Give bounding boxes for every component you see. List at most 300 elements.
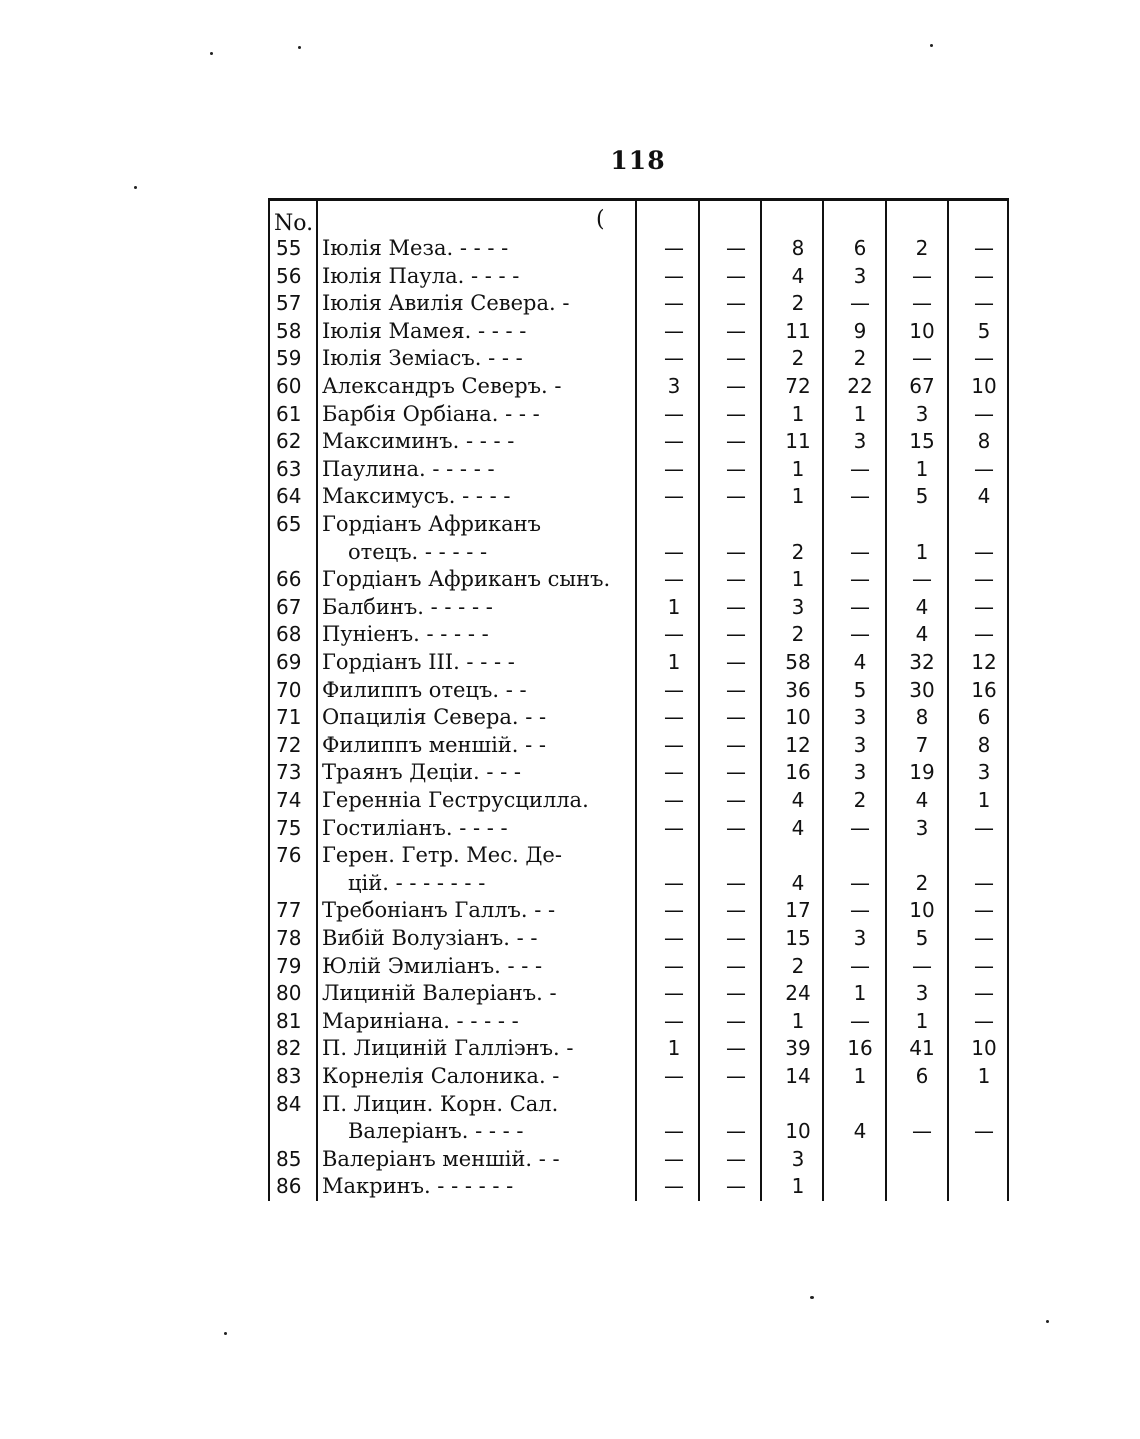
cell-c1: — (664, 318, 684, 343)
cell-c4: 2 (853, 788, 867, 812)
table-row (268, 318, 1009, 345)
cell-c5: 3 (915, 981, 929, 1006)
row-number: 63 (276, 456, 302, 481)
cell-c2: — (726, 870, 746, 895)
column-header-no: No. (274, 211, 314, 236)
row-number: 59 (276, 346, 302, 371)
table-row (268, 677, 1009, 704)
cell-c5: 4 (915, 788, 929, 812)
cell-c1: — (664, 898, 684, 923)
cell-c3: 58 (785, 650, 811, 674)
cell-c6: 6 (977, 705, 991, 730)
cell-c2: — (726, 1036, 746, 1061)
table-row (268, 815, 1009, 842)
row-number: 60 (276, 374, 302, 398)
cell-c3: 16 (785, 760, 811, 785)
cell-c1: — (664, 236, 684, 260)
cell-c2: — (726, 1119, 746, 1144)
row-name: Максимусъ. - - - - (322, 484, 511, 509)
cell-c5: 41 (909, 1036, 935, 1061)
cell-c4: 2 (853, 346, 867, 371)
cell-c2: — (726, 374, 746, 398)
cell-c6: 1 (977, 1064, 991, 1088)
table-row (268, 511, 1009, 538)
table-row (268, 621, 1009, 648)
cell-c2: — (726, 981, 746, 1006)
cell-c3: 2 (791, 291, 805, 316)
cell-c2: — (726, 1008, 746, 1033)
row-name: Гордіанъ III. - - - - (322, 650, 515, 674)
print-speck (298, 46, 301, 49)
row-number: 66 (276, 567, 302, 592)
cell-c6: 8 (977, 429, 991, 454)
cell-c3: 14 (785, 1064, 811, 1088)
row-name: П. Лицин. Корн. Сал. (322, 1091, 559, 1116)
cell-c4: — (850, 594, 870, 619)
cell-c5: 7 (915, 732, 929, 757)
table-row (268, 235, 1009, 262)
cell-c5: 5 (915, 484, 929, 509)
cell-c3: 39 (785, 1036, 811, 1061)
cell-c3: 11 (785, 318, 811, 343)
row-number: 56 (276, 263, 302, 288)
print-speck (930, 44, 933, 47)
row-number: 72 (276, 732, 302, 757)
table-row (268, 594, 1009, 621)
table-row (268, 483, 1009, 510)
cell-c3: 1 (791, 456, 805, 481)
table-row (268, 953, 1009, 980)
cell-c6: 10 (971, 1036, 997, 1061)
cell-c1: — (664, 456, 684, 481)
row-name: Герен. Гетр. Мес. Де- (322, 843, 562, 868)
cell-c5: 10 (909, 898, 935, 923)
cell-c4: 4 (853, 1119, 867, 1144)
cell-c2: — (726, 236, 746, 260)
cell-c1: — (664, 732, 684, 757)
cell-c5: — (912, 346, 932, 371)
cell-c6: — (974, 1119, 994, 1144)
cell-c4: 3 (853, 263, 867, 288)
cell-c3: 1 (791, 1008, 805, 1033)
cell-c4: — (850, 1008, 870, 1033)
cell-c2: — (726, 1146, 746, 1171)
cell-c4: — (850, 815, 870, 840)
table-row (268, 428, 1009, 455)
cell-c5: 1 (915, 456, 929, 481)
row-number: 62 (276, 429, 302, 454)
cell-c2: — (726, 567, 746, 592)
cell-c6: — (974, 401, 994, 426)
cell-c4: 3 (853, 705, 867, 730)
table-row (268, 897, 1009, 924)
cell-c3: 2 (791, 622, 805, 647)
row-name: Балбинъ. - - - - - (322, 594, 493, 619)
table-row (268, 456, 1009, 483)
cell-c2: — (726, 263, 746, 288)
row-number: 75 (276, 815, 302, 840)
header-mark: ( (596, 207, 605, 232)
cell-c5: 32 (909, 650, 935, 674)
row-name: Гордіанъ Африканъ сынъ. (322, 567, 611, 592)
row-name: Филиппъ отецъ. - - (322, 677, 527, 702)
row-name: Гостиліанъ. - - - - (322, 815, 508, 840)
cell-c6: 3 (977, 760, 991, 785)
cell-c2: — (726, 926, 746, 950)
cell-c6: — (974, 898, 994, 923)
row-number: 65 (276, 512, 302, 536)
cell-c5: 3 (915, 401, 929, 426)
cell-c6: — (974, 263, 994, 288)
row-number: 71 (276, 705, 302, 730)
cell-c2: — (726, 456, 746, 481)
table-row (268, 1173, 1009, 1200)
table-row (268, 539, 1009, 566)
cell-c1: — (664, 788, 684, 812)
cell-c5: — (912, 567, 932, 592)
row-name: Іюлія Паула. - - - - (322, 263, 520, 288)
row-name: Траянъ Деціи. - - - (322, 760, 521, 785)
cell-c1: — (664, 926, 684, 950)
cell-c6: — (974, 456, 994, 481)
cell-c5: 4 (915, 622, 929, 647)
cell-c2: — (726, 898, 746, 923)
cell-c1: — (664, 622, 684, 647)
cell-c6: — (974, 1008, 994, 1033)
cell-c1: — (664, 401, 684, 426)
cell-c6: 4 (977, 484, 991, 509)
cell-c4: 4 (853, 650, 867, 674)
row-name: Макринъ. - - - - - - (322, 1174, 514, 1199)
table-row (268, 842, 1009, 869)
cell-c4: — (850, 567, 870, 592)
cell-c3: 72 (785, 374, 811, 398)
cell-c3: 1 (791, 401, 805, 426)
row-number: 80 (276, 981, 302, 1006)
cell-c5: — (912, 1119, 932, 1144)
row-name: Опацилія Севера. - - (322, 705, 547, 730)
cell-c3: 4 (791, 870, 805, 895)
cell-c4: 6 (853, 236, 867, 260)
table-row (268, 290, 1009, 317)
row-name: Іюлія Мамея. - - - - (322, 318, 527, 343)
cell-c2: — (726, 650, 746, 674)
cell-c2: — (726, 484, 746, 509)
cell-c6: — (974, 291, 994, 316)
cell-c1: — (664, 981, 684, 1006)
cell-c2: — (726, 622, 746, 647)
cell-c3: 4 (791, 815, 805, 840)
cell-c6: — (974, 815, 994, 840)
cell-c6: 5 (977, 318, 991, 343)
row-name: Гордіанъ Африканъ (322, 512, 541, 536)
cell-c6: 1 (977, 788, 991, 812)
table-row (268, 732, 1009, 759)
cell-c6: — (974, 567, 994, 592)
cell-c1: — (664, 291, 684, 316)
row-number: 86 (276, 1174, 302, 1199)
cell-c3: 2 (791, 953, 805, 978)
cell-c5: 5 (915, 926, 929, 950)
cell-c3: 17 (785, 898, 811, 923)
row-number: 73 (276, 760, 302, 785)
table-row (268, 263, 1009, 290)
cell-c4: — (850, 539, 870, 564)
table-row (268, 759, 1009, 786)
row-name: отецъ. - - - - - (348, 539, 488, 564)
row-number: 69 (276, 650, 302, 674)
row-name: Геренніа Геструсцилла. (322, 788, 589, 812)
table-row (268, 1091, 1009, 1118)
cell-c4: — (850, 484, 870, 509)
row-name: Корнелія Салоника. - (322, 1064, 560, 1088)
cell-c4: 5 (853, 677, 867, 702)
cell-c5: — (912, 953, 932, 978)
table-row (268, 704, 1009, 731)
cell-c2: — (726, 953, 746, 978)
table-row (268, 373, 1009, 400)
cell-c4: 9 (853, 318, 867, 343)
cell-c3: 11 (785, 429, 811, 454)
row-number: 57 (276, 291, 302, 316)
row-number: 78 (276, 926, 302, 950)
row-name: Паулина. - - - - - (322, 456, 495, 481)
row-name: Александръ Северъ. - (322, 374, 562, 398)
cell-c1: — (664, 567, 684, 592)
cell-c1: — (664, 1064, 684, 1088)
cell-c4: — (850, 456, 870, 481)
cell-c3: 24 (785, 981, 811, 1006)
cell-c1: 1 (667, 1036, 681, 1061)
print-speck (810, 1296, 814, 1299)
cell-c1: — (664, 1146, 684, 1171)
cell-c5: 67 (909, 374, 935, 398)
cell-c6: — (974, 346, 994, 371)
table-row (268, 870, 1009, 897)
cell-c1: 3 (667, 374, 681, 398)
cell-c5: 6 (915, 1064, 929, 1088)
cell-c1: — (664, 760, 684, 785)
cell-c6: 16 (971, 677, 997, 702)
cell-c6: — (974, 236, 994, 260)
cell-c1: — (664, 539, 684, 564)
row-name: Пуніенъ. - - - - - (322, 622, 489, 647)
row-number: 84 (276, 1091, 302, 1116)
cell-c2: — (726, 677, 746, 702)
cell-c1: — (664, 346, 684, 371)
row-number: 70 (276, 677, 302, 702)
row-name: Іюлія Меза. - - - - (322, 236, 509, 260)
cell-c5: 4 (915, 594, 929, 619)
table-row (268, 1146, 1009, 1173)
cell-c4: 1 (853, 401, 867, 426)
row-number: 85 (276, 1146, 302, 1171)
row-name: Максиминъ. - - - - (322, 429, 515, 454)
cell-c5: 10 (909, 318, 935, 343)
cell-c3: 2 (791, 539, 805, 564)
row-number: 58 (276, 318, 302, 343)
cell-c5: 19 (909, 760, 935, 785)
cell-c2: — (726, 705, 746, 730)
cell-c6: 8 (977, 732, 991, 757)
table-row (268, 566, 1009, 593)
row-number: 77 (276, 898, 302, 923)
table-row (268, 1035, 1009, 1062)
row-name: Юлій Эмиліанъ. - - - (322, 953, 543, 978)
cell-c3: 4 (791, 788, 805, 812)
cell-c1: — (664, 1174, 684, 1199)
cell-c1: — (664, 705, 684, 730)
cell-c4: 3 (853, 732, 867, 757)
cell-c4: 1 (853, 1064, 867, 1088)
cell-c1: 1 (667, 650, 681, 674)
cell-c4: — (850, 953, 870, 978)
cell-c5: 15 (909, 429, 935, 454)
row-number: 64 (276, 484, 302, 509)
cell-c1: — (664, 1008, 684, 1033)
cell-c3: 3 (791, 1146, 805, 1171)
cell-c5: 8 (915, 705, 929, 730)
table-row (268, 787, 1009, 814)
cell-c3: 4 (791, 263, 805, 288)
row-number: 55 (276, 236, 302, 260)
cell-c6: — (974, 539, 994, 564)
cell-c3: 3 (791, 594, 805, 619)
row-number: 79 (276, 953, 302, 978)
row-name: Лициній Валеріанъ. - (322, 981, 557, 1006)
row-name: Валеріанъ меншій. - - (322, 1146, 560, 1171)
cell-c5: 2 (915, 870, 929, 895)
row-number: 74 (276, 788, 302, 812)
row-number: 68 (276, 622, 302, 647)
print-speck (210, 52, 213, 55)
cell-c4: 3 (853, 926, 867, 950)
cell-c5: — (912, 263, 932, 288)
cell-c1: — (664, 1119, 684, 1144)
cell-c4: — (850, 870, 870, 895)
row-name: Валеріанъ. - - - - (348, 1119, 524, 1144)
cell-c2: — (726, 1174, 746, 1199)
cell-c3: 1 (791, 1174, 805, 1199)
cell-c3: 36 (785, 677, 811, 702)
cell-c3: 10 (785, 705, 811, 730)
cell-c3: 8 (791, 236, 805, 260)
cell-c4: 3 (853, 760, 867, 785)
row-name: Іюлія Земіасъ. - - - (322, 346, 523, 371)
cell-c4: 22 (847, 374, 873, 398)
cell-c1: — (664, 429, 684, 454)
print-speck (224, 1332, 227, 1335)
row-name: П. Лициній Галліэнъ. - (322, 1036, 574, 1061)
cell-c6: — (974, 953, 994, 978)
cell-c6: — (974, 926, 994, 950)
print-speck (134, 186, 137, 189)
table-row (268, 345, 1009, 372)
cell-c1: — (664, 484, 684, 509)
cell-c3: 1 (791, 484, 805, 509)
cell-c3: 1 (791, 567, 805, 592)
page-number: 118 (610, 146, 666, 175)
cell-c6: 12 (971, 650, 997, 674)
row-name: Барбія Орбіана. - - - (322, 401, 540, 426)
cell-c2: — (726, 1064, 746, 1088)
row-name: Вибій Волузіанъ. - - (322, 926, 538, 950)
row-number: 76 (276, 843, 302, 868)
cell-c1: — (664, 263, 684, 288)
cell-c4: — (850, 622, 870, 647)
cell-c3: 2 (791, 346, 805, 371)
cell-c6: — (974, 594, 994, 619)
row-name: Требоніанъ Галлъ. - - (322, 898, 556, 923)
row-name: Іюлія Авилія Севера. - (322, 291, 570, 316)
cell-c4: 1 (853, 981, 867, 1006)
cell-c3: 10 (785, 1119, 811, 1144)
cell-c5: 30 (909, 677, 935, 702)
cell-c5: 2 (915, 236, 929, 260)
cell-c3: 12 (785, 732, 811, 757)
table-row (268, 1008, 1009, 1035)
table-row (268, 925, 1009, 952)
row-name: Мариніана. - - - - - (322, 1008, 519, 1033)
cell-c4: 16 (847, 1036, 873, 1061)
row-number: 61 (276, 401, 302, 426)
cell-c2: — (726, 594, 746, 619)
cell-c2: — (726, 318, 746, 343)
coin-count-table (268, 198, 1009, 1201)
cell-c1: — (664, 677, 684, 702)
cell-c4: — (850, 291, 870, 316)
cell-c6: — (974, 981, 994, 1006)
table-row (268, 980, 1009, 1007)
row-number: 83 (276, 1064, 302, 1088)
cell-c1: — (664, 870, 684, 895)
cell-c2: — (726, 429, 746, 454)
row-name: Филиппъ меншій. - - (322, 732, 547, 757)
cell-c2: — (726, 760, 746, 785)
cell-c2: — (726, 291, 746, 316)
row-number: 82 (276, 1036, 302, 1061)
cell-c5: — (912, 291, 932, 316)
table-row (268, 1118, 1009, 1145)
table-row (268, 649, 1009, 676)
cell-c5: 1 (915, 539, 929, 564)
cell-c2: — (726, 401, 746, 426)
cell-c1: — (664, 953, 684, 978)
row-number: 81 (276, 1008, 302, 1033)
cell-c6: 10 (971, 374, 997, 398)
cell-c2: — (726, 539, 746, 564)
cell-c1: 1 (667, 594, 681, 619)
cell-c4: 3 (853, 429, 867, 454)
cell-c6: — (974, 870, 994, 895)
cell-c2: — (726, 788, 746, 812)
row-number: 67 (276, 594, 302, 619)
cell-c6: — (974, 622, 994, 647)
cell-c2: — (726, 732, 746, 757)
cell-c5: 1 (915, 1008, 929, 1033)
table-header (268, 205, 1009, 235)
table-row (268, 1063, 1009, 1090)
table-row (268, 401, 1009, 428)
row-name: цій. - - - - - - - (348, 870, 486, 895)
cell-c3: 15 (785, 926, 811, 950)
cell-c1: — (664, 815, 684, 840)
cell-c4: — (850, 898, 870, 923)
cell-c5: 3 (915, 815, 929, 840)
cell-c2: — (726, 815, 746, 840)
print-speck (1046, 1320, 1049, 1323)
cell-c2: — (726, 346, 746, 371)
